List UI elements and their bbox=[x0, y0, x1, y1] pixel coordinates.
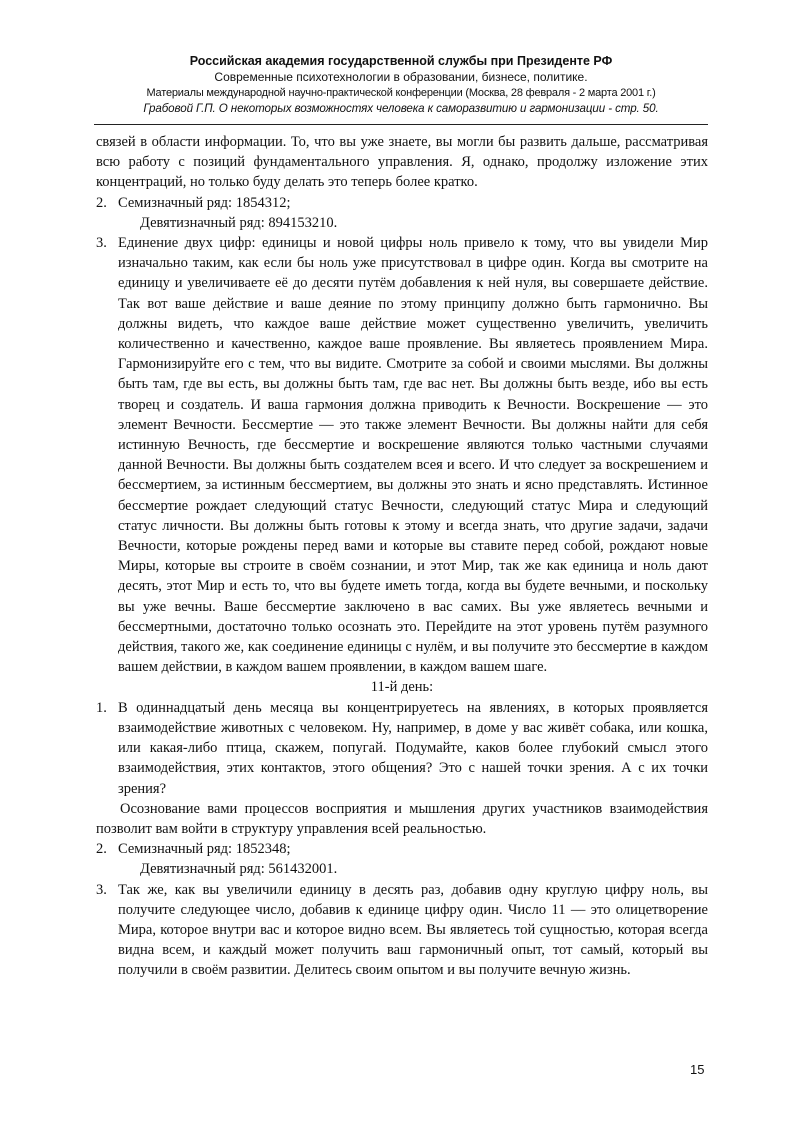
list-item-text: Единение двух цифр: единицы и новой цифры ноль привело к тому, что вы увидели Мир изначально таким, как если бы ноль уже присутствовал в цифре один. Когда вы смотрите на единицу и увеличиваете её до десяти путём добавления к ней нуля, вы совершаете действие. Так вот ваше действие и ваше деяние по этому принципу должно быть гармонично. Вы должны видеть, что каждое ваше действие может существенно увеличить, увеличить количественно и качественно, каждое ваше проявление. Вы являетесь проявлением Мира. Гармонизируйте его с тем, что вы видите. Смотрите за собой и своими мыслями. Вы должны быть там, где вы есть, вы должны быть там, где вас нет. Вы должны быть везде, ибо вы есть творец и создатель. И ваша гармония должна приводить к Вечности. Воскрешение — это элемент Вечности. Бессмертие — это также элемент Вечности. Вы должны найти для себя истинную Вечность, где бессмертие и воскрешение являются только частными случаями данной Вечности. Вы должны быть создателем всея и всего. И что следует за воскрешением и бессмертием, за истинным бессмертием, вы должны это знать и ясно представлять. Истинное бессмертие рождает следующий статус Вечности, следующий статус Мира и следующий статус личности. Вы должны быть готовы к этому и всегда знать, что другие задачи, задачи Вечности, которые рождены перед вами и которые вы ставите перед собой, рождают новые Миры, которые вы строите в своём сознании, и этот Мир, так же как единица и ноль дают десять, этот Мир и есть то, что вы будете иметь тогда, когда вы будете вечными, и поскольку вы уже вечны. Ваше бессмертие заключено в вас самих. Вы уже являетесь вечными и бессмертными, достаточно только осознать это. Перейдите на этот уровень путём разумного действия, такого же, как соединение единицы с нулём, и вы получите это бессмертие в каждом вашем действии, в каждом вашем проявлении, в каждом вашем шаге. bbox=[118, 235, 708, 676]
list-number: 2. bbox=[96, 841, 107, 858]
header-divider bbox=[94, 124, 708, 125]
list-number: 2. bbox=[96, 194, 107, 211]
list-item-text: Так же, как вы увеличили единицу в десять раз, добавив одну круглую цифру ноль, вы получите следующее число, добавив к единице цифру один. Число 11 — это олицетворение Мира, которое внутри вас и которое видно всем. Вы являетесь той сущностью, которая всегда видна всем, и каждый может получить ваш гармоничный опыт, тот самый, который вы получили в своём развитии. Делитесь своим опытом и вы получите вечную жизнь. bbox=[118, 881, 708, 979]
list-item-text: В одиннадцатый день месяца вы концентрируетесь на явлениях, в которых проявляется взаимодействие животных с человеком. Ну, например, в доме у вас живёт собака, или кошка, или какая-либо птица, скажем, попугай. Подумайте, каков более глубокий смысл этого взаимодействия, этих контактов, этого общения? Это с нашей точки зрения. А с их точки зрения? bbox=[118, 699, 708, 797]
body-text bbox=[96, 132, 708, 981]
list-item bbox=[96, 880, 708, 981]
nine-digit-series: Девятизначный ряд: 894153210. bbox=[140, 214, 338, 231]
list-item bbox=[96, 698, 708, 799]
header-citation: Грабовой Г.П. О некоторых возможностях человека к саморазвитию и гармонизации - стр. 50. bbox=[143, 102, 659, 115]
page-number: 15 bbox=[690, 1062, 705, 1077]
header-conference-details: Материалы международной научно-практической конференции (Москва, 28 февраля - 2 марта 2001 г.) bbox=[146, 87, 656, 99]
seven-digit-series: Семизначный ряд: 1852348; bbox=[118, 841, 291, 858]
header-conference-title: Современные психотехнологии в образовании, бизнесе, политике. bbox=[214, 70, 588, 84]
list-number: 3. bbox=[96, 881, 107, 898]
seven-digit-series: Семизначный ряд: 1854312; bbox=[118, 194, 291, 211]
list-number: 3. bbox=[96, 235, 107, 252]
header-institution: Российская академия государственной службы при Президенте РФ bbox=[189, 54, 613, 68]
page-header bbox=[96, 53, 706, 117]
list-number: 1. bbox=[96, 699, 107, 716]
nine-digit-series: Девятизначный ряд: 561432001. bbox=[140, 861, 338, 878]
intro-paragraph: связей в области информации. То, что вы уже знаете, вы могли бы развить дальше, рассматривая всю работу с позиций фундаментального управления. Я, однако, продолжу изложение этих концентраций, но только буду делать это теперь более кратко. bbox=[96, 134, 708, 191]
day-heading: 11-й день: bbox=[370, 679, 434, 696]
list-item bbox=[96, 193, 708, 233]
paragraph: Осознование вами процессов восприятия и мышления других участников взаимодействия позволит вам войти в структуру управления всей реальностью. bbox=[96, 800, 708, 837]
list-item bbox=[96, 233, 708, 677]
list-item bbox=[96, 839, 708, 879]
